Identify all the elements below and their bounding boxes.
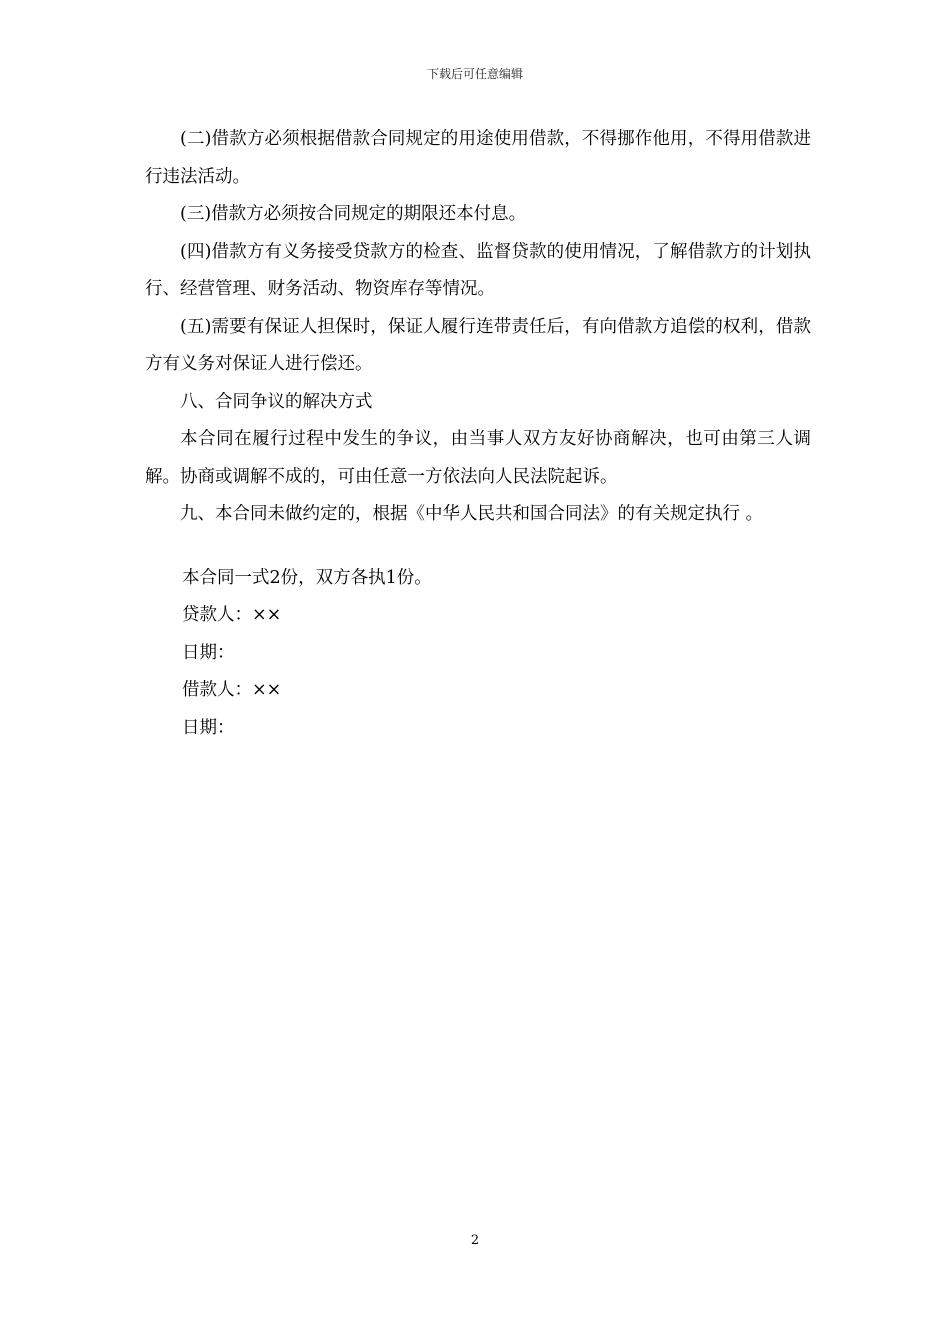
borrower-date: 日期： <box>182 717 235 738</box>
document-body <box>145 121 811 747</box>
clause-3: (三)借款方必须按合同规定的期限还本付息。 <box>180 204 527 224</box>
section-9: 九、本合同未做约定的，根据《中华人民共和国合同法》的有关规定执行 。 <box>180 504 764 524</box>
clause-4: (四)借款方有义务接受贷款方的检查、监督贷款的使用情况，了解借款方的计划执行、经营管理、财务活动、物资库存等情况。 <box>145 241 811 299</box>
page-number: 2 <box>470 1233 480 1248</box>
spacer <box>145 534 811 560</box>
clause-2: (二)借款方必须根据借款合同规定的用途使用借款，不得挪作他用，不得用借款进行违法活动。 <box>145 129 811 187</box>
clause-5: (五)需要有保证人担保时，保证人履行连带责任后，有向借款方追偿的权利，借款方有义务对保证人进行偿还。 <box>145 316 811 374</box>
section-8-heading: 八、合同争议的解决方式 <box>180 391 373 412</box>
lender-date: 日期： <box>182 642 235 663</box>
lender-signature: 贷款人：×× <box>182 605 282 625</box>
page-header: 下载后可任意编辑 <box>426 67 523 81</box>
section-8-body: 本合同在履行过程中发生的争议，由当事人双方友好协商解决，也可由第三人调解。协商或调解不成的，可由任意一方依法向人民法院起诉。 <box>145 429 811 487</box>
borrower-signature: 借款人：×× <box>182 680 282 700</box>
copies-statement: 本合同一式2份，双方各执1份。 <box>182 567 432 588</box>
